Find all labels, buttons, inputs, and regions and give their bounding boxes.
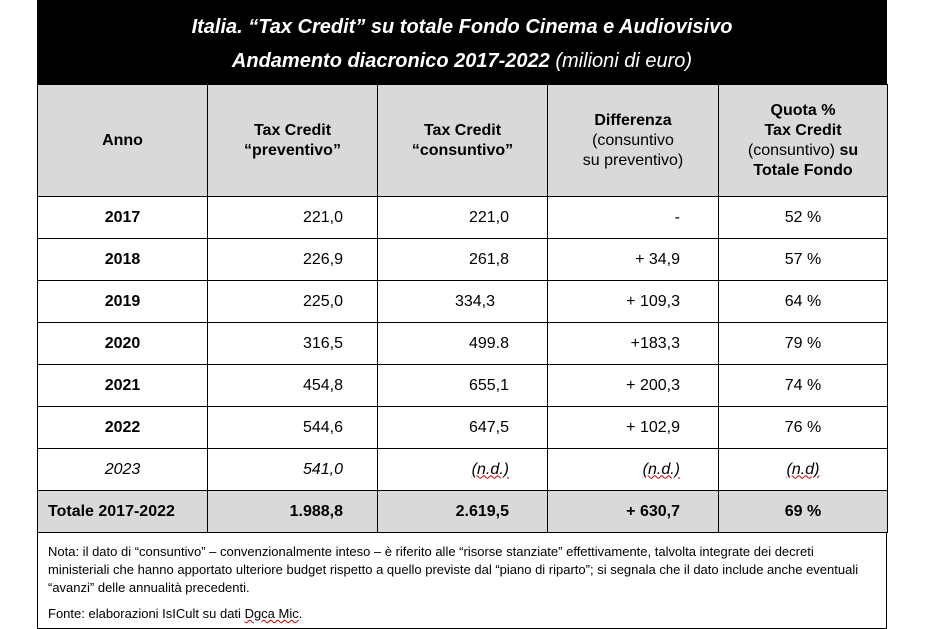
tax-credit-table	[37, 84, 888, 533]
table-row	[38, 323, 888, 365]
cell-anno: 2022	[38, 407, 208, 449]
table-row	[38, 281, 888, 323]
source-org: Dgca Mic	[244, 606, 299, 621]
header-differenza: Differenza (consuntivo su preventivo)	[548, 85, 719, 197]
table-title	[37, 0, 887, 84]
cell-consuntivo: 261,8	[378, 239, 548, 281]
cell-preventivo: 221,0	[208, 197, 378, 239]
table-row	[38, 365, 888, 407]
cell-anno: 2019	[38, 281, 208, 323]
cell-differenza: -	[548, 197, 719, 239]
table-row	[38, 197, 888, 239]
header-quota: Quota % Tax Credit (consuntivo) su Totale Fondo	[719, 85, 888, 197]
header-consuntivo: Tax Credit “consuntivo”	[378, 85, 548, 197]
title-line-1: Italia. “Tax Credit” su totale Fondo Cinema e Audiovisivo	[191, 16, 733, 38]
cell-preventivo: 226,9	[208, 239, 378, 281]
cell-quota: 57 %	[719, 239, 888, 281]
note-text: Nota: il dato di “consuntivo” – convenzionalmente inteso – è riferito alle “risorse stanziate” effettivamente, talvolta integrate dei decreti ministeriali che hanno apportato ulteriore budget rispetto a quello previste dal “piano di riparto”; si segnala che il dato include anche eventuali “avanzi” delle annualità precedenti.	[48, 544, 859, 595]
total-quota: 69 %	[719, 491, 888, 533]
total-consuntivo: 2.619,5	[378, 491, 548, 533]
header-row	[38, 85, 888, 197]
total-differenza: + 630,7	[548, 491, 719, 533]
total-label: Totale 2017-2022	[38, 491, 208, 533]
table-row	[38, 407, 888, 449]
source-text: Fonte: elaborazioni IsICult su dati Dgca Mic.	[48, 606, 303, 621]
cell-quota: 64 %	[719, 281, 888, 323]
cell-consuntivo: 334,3	[378, 281, 548, 323]
cell-anno: 2017	[38, 197, 208, 239]
title-line-2	[38, 44, 886, 78]
header-anno: Anno	[38, 85, 208, 197]
cell-preventivo: 541,0	[208, 449, 378, 491]
cell-preventivo: 454,8	[208, 365, 378, 407]
cell-differenza	[548, 449, 719, 491]
cell-quota: 74 %	[719, 365, 888, 407]
nd-value: (n.d.)	[471, 460, 509, 478]
cell-preventivo: 316,5	[208, 323, 378, 365]
title-line-2-main: Andamento diacronico 2017-2022	[231, 50, 550, 72]
cell-quota	[719, 449, 888, 491]
cell-consuntivo	[378, 449, 548, 491]
cell-consuntivo: 499.8	[378, 323, 548, 365]
cell-consuntivo: 647,5	[378, 407, 548, 449]
header-preventivo: Tax Credit “preventivo”	[208, 85, 378, 197]
cell-quota: 79 %	[719, 323, 888, 365]
cell-anno: 2021	[38, 365, 208, 407]
cell-anno: 2020	[38, 323, 208, 365]
title-unit: (milioni di euro)	[555, 50, 693, 72]
report-table-container	[37, 0, 887, 629]
nd-value: (n.d.)	[642, 460, 680, 478]
cell-differenza: + 102,9	[548, 407, 719, 449]
cell-preventivo: 544,6	[208, 407, 378, 449]
table-row	[38, 449, 888, 491]
nd-value: (n.d)	[786, 460, 820, 478]
total-row	[38, 491, 888, 533]
cell-preventivo: 225,0	[208, 281, 378, 323]
cell-anno: 2023	[38, 449, 208, 491]
total-preventivo: 1.988,8	[208, 491, 378, 533]
cell-quota: 52 %	[719, 197, 888, 239]
cell-differenza: + 34,9	[548, 239, 719, 281]
cell-consuntivo: 221,0	[378, 197, 548, 239]
footnote	[37, 533, 887, 629]
cell-anno: 2018	[38, 239, 208, 281]
cell-differenza: + 109,3	[548, 281, 719, 323]
table-row	[38, 239, 888, 281]
cell-consuntivo: 655,1	[378, 365, 548, 407]
cell-differenza: +183,3	[548, 323, 719, 365]
cell-quota: 76 %	[719, 407, 888, 449]
cell-differenza: + 200,3	[548, 365, 719, 407]
